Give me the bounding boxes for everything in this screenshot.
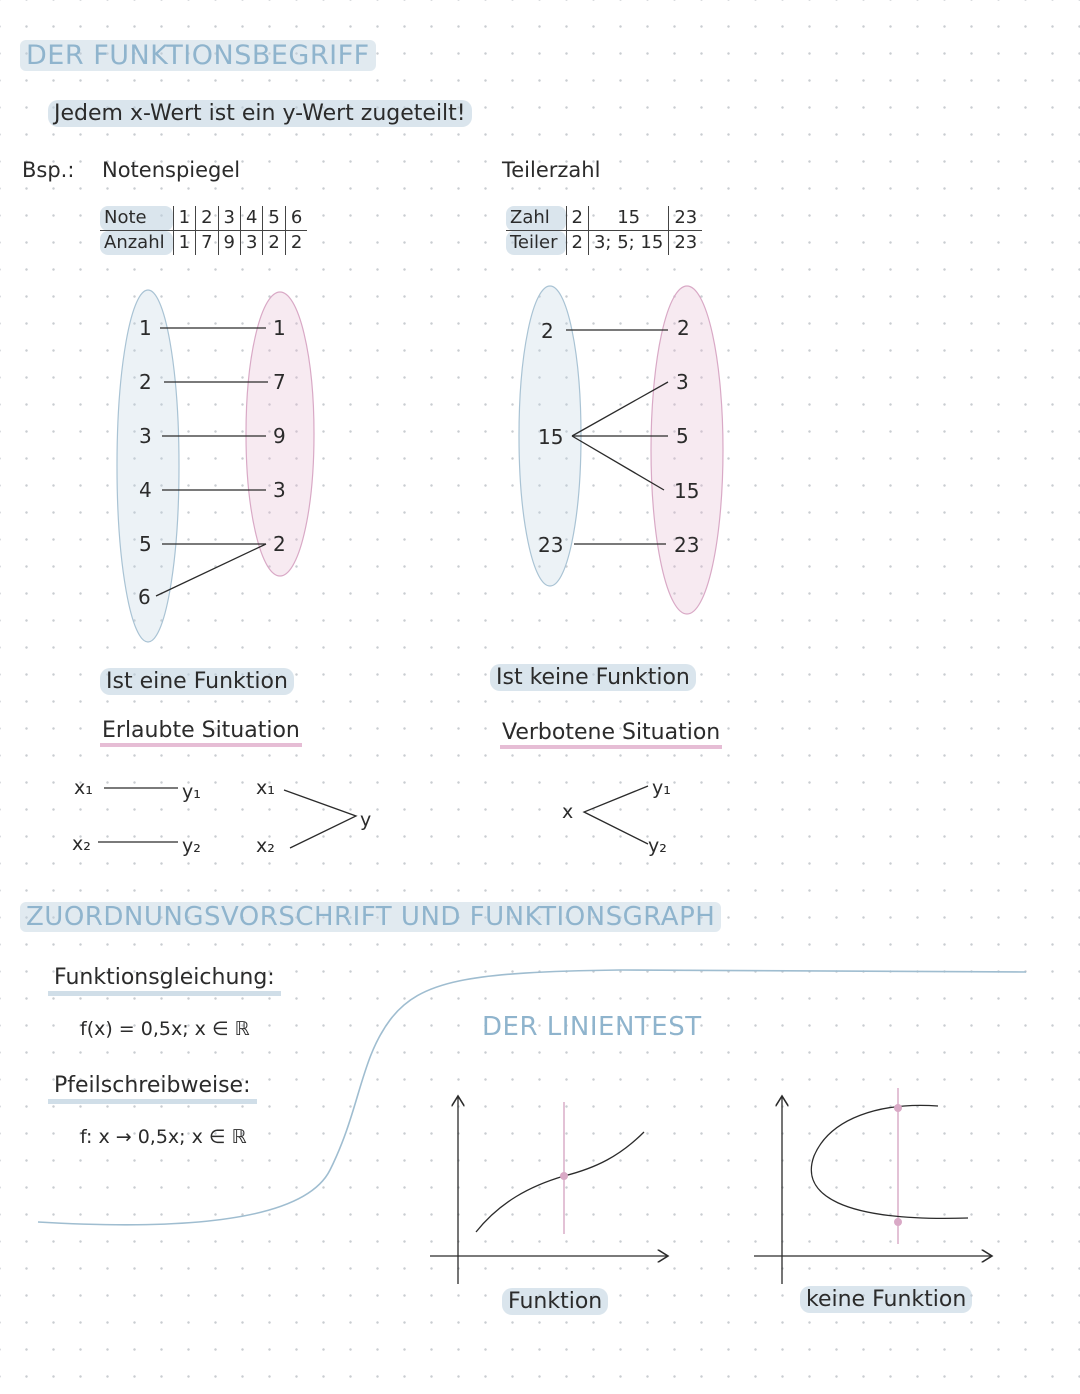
table-cell: 5 xyxy=(263,206,285,231)
label-y2: y₂ xyxy=(648,835,667,857)
intersection-point xyxy=(894,1104,902,1112)
table-row xyxy=(506,231,702,256)
section-heading-funktionsbegriff: DER FUNKTIONSBEGRIFF xyxy=(20,40,376,71)
table-teilerzahl xyxy=(506,206,702,255)
table-cell: 2 xyxy=(196,206,218,231)
table-cell: 23 xyxy=(669,206,702,231)
domain-value: 2 xyxy=(541,319,554,343)
table-cell: 2 xyxy=(566,206,588,231)
table-cell: 2 xyxy=(566,231,588,256)
table-row-label: Zahl xyxy=(506,206,566,231)
codomain-value: 15 xyxy=(674,479,700,503)
forbidden-situation-label: Verbotene Situation xyxy=(500,720,722,749)
table-row xyxy=(100,206,307,231)
codomain-value: 2 xyxy=(273,532,286,556)
verdict-keine-funktion: Ist keine Funktion xyxy=(490,664,696,691)
domain-value: 15 xyxy=(538,425,564,449)
relation-curve xyxy=(811,1105,968,1218)
label-y: y xyxy=(360,809,372,831)
domain-value: 4 xyxy=(139,478,152,502)
domain-value: 23 xyxy=(538,533,564,557)
table-notenspiegel xyxy=(100,206,307,255)
table-cell: 3 xyxy=(240,231,262,256)
verdict-ist-funktion: Ist eine Funktion xyxy=(100,668,294,695)
table-row xyxy=(506,206,702,231)
table-cell: 3 xyxy=(218,206,240,231)
graph1-label: Funktion xyxy=(502,1288,608,1315)
table-cell: 7 xyxy=(196,231,218,256)
graph-funktion xyxy=(430,1096,668,1284)
linientest-title: DER LINIENTEST xyxy=(482,1012,702,1042)
graph-keine-funktion xyxy=(754,1088,992,1284)
example-prefix: Bsp.: xyxy=(22,158,75,182)
codomain-value: 7 xyxy=(273,370,286,394)
table-cell: 1 xyxy=(173,206,195,231)
arrow-notation-label: Pfeilschreibweise: xyxy=(48,1072,257,1104)
intersection-point xyxy=(560,1172,568,1180)
table-row-label: Teiler xyxy=(506,231,566,256)
domain-value: 6 xyxy=(138,585,151,609)
allowed-situation-label: Erlaubte Situation xyxy=(100,718,302,747)
table-cell: 4 xyxy=(240,206,262,231)
label-y1: y₁ xyxy=(652,777,671,799)
label-y2: y₂ xyxy=(182,835,201,857)
table-cell: 2 xyxy=(263,231,285,256)
codomain-value: 3 xyxy=(676,370,689,394)
example-title-notenspiegel: Notenspiegel xyxy=(102,158,241,182)
label-y1: y₁ xyxy=(182,781,201,803)
codomain-value: 23 xyxy=(674,533,700,557)
codomain-value: 9 xyxy=(273,424,286,448)
table-cell: 1 xyxy=(173,231,195,256)
equation-label: Funktionsgleichung: xyxy=(48,964,281,996)
function-curve xyxy=(476,1132,644,1232)
graph2-label: keine Funktion xyxy=(800,1286,972,1313)
table-cell: 15 xyxy=(588,206,668,231)
codomain-value: 5 xyxy=(676,424,689,448)
example-title-teilerzahl: Teilerzahl xyxy=(502,158,601,182)
label-x1: x₁ xyxy=(74,777,93,799)
section-heading-zuordnungsvorschrift: ZUORDNUNGSVORSCHRIFT UND FUNKTIONSGRAPH xyxy=(20,902,721,932)
label-x: x xyxy=(562,801,574,823)
domain-value: 1 xyxy=(139,316,152,340)
table-row xyxy=(100,231,307,256)
table-row-label: Anzahl xyxy=(100,231,173,256)
table-cell: 23 xyxy=(669,231,702,256)
table-cell: 3; 5; 15 xyxy=(588,231,668,256)
definition-text: Jedem x-Wert ist ein y-Wert zugeteilt! xyxy=(48,100,472,127)
intersection-point xyxy=(894,1218,902,1226)
label-x2: x₂ xyxy=(72,833,91,855)
domain-value: 5 xyxy=(139,532,152,556)
linientest-graphs xyxy=(0,1084,1080,1304)
table-cell: 9 xyxy=(218,231,240,256)
table-cell: 2 xyxy=(285,231,307,256)
codomain-value: 3 xyxy=(273,478,286,502)
label-x2: x₂ xyxy=(256,835,275,857)
domain-value: 2 xyxy=(139,370,152,394)
codomain-value: 1 xyxy=(273,316,286,340)
function-equation: f(x) = 0,5x; x ∈ ℝ xyxy=(80,1018,250,1040)
label-x1: x₁ xyxy=(256,777,275,799)
domain-value: 3 xyxy=(139,424,152,448)
codomain-value: 2 xyxy=(677,316,690,340)
mapping-diagrams xyxy=(0,270,1080,660)
table-row-label: Note xyxy=(100,206,173,231)
table-cell: 6 xyxy=(285,206,307,231)
situation-diagrams xyxy=(0,764,1080,874)
arrow-notation: f: x → 0,5x; x ∈ ℝ xyxy=(80,1126,247,1148)
